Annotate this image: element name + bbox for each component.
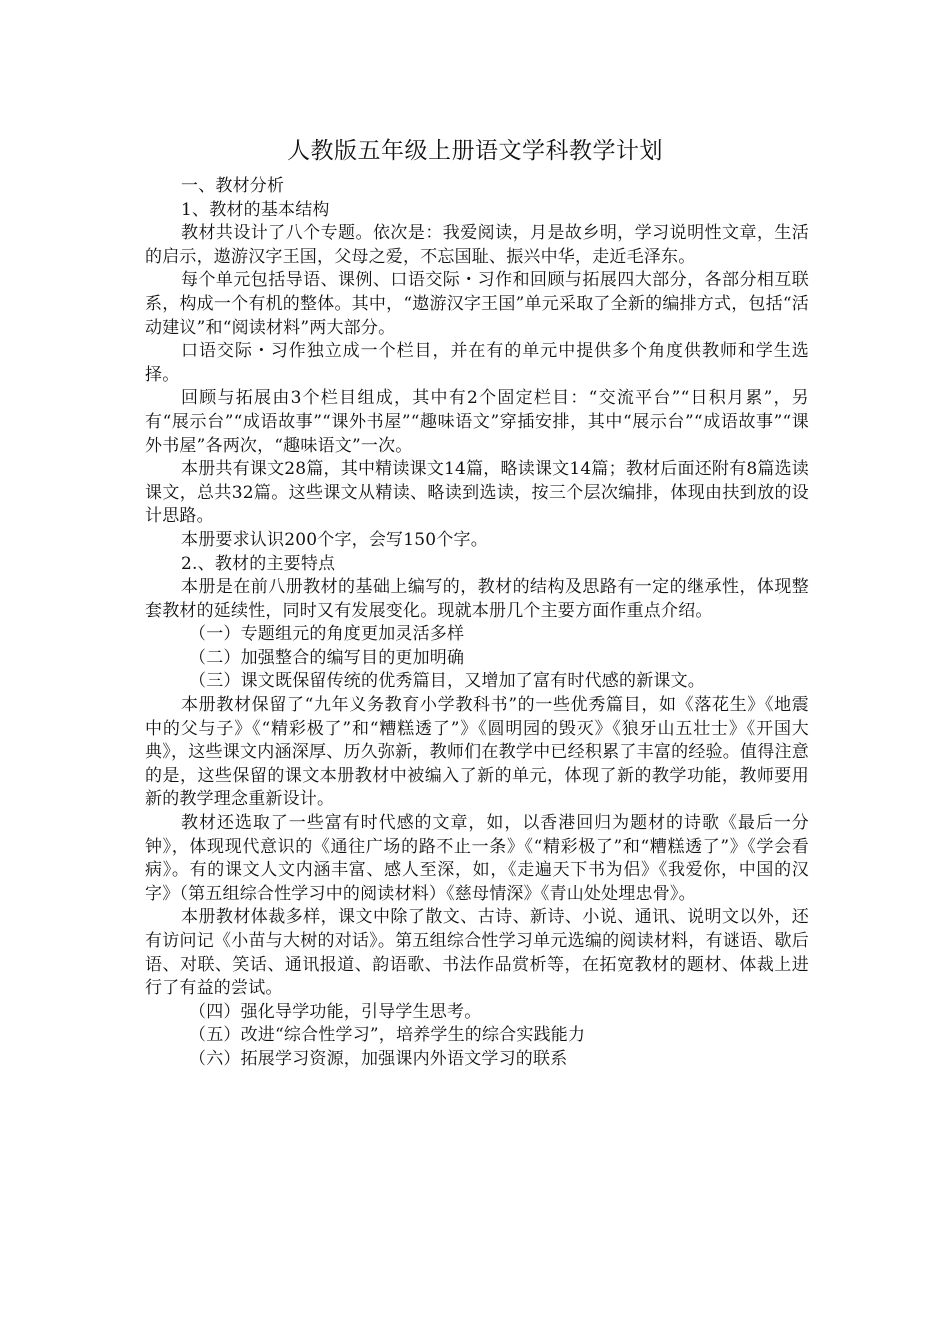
paragraph: 本册教材体裁多样，课文中除了散文、古诗、新诗、小说、通讯、说明文以外，还有访问记《小苗与大树的对话》。第五组综合性学习单元选编的阅读材料，有谜语、歇后语、对联、笑话、通讯报道、韵语歌、书法作品赏析等，在拓宽教材的题材、体裁上进行了有益的尝试。 [145,907,809,999]
list-item: （五）改进“综合性学习”，培养学生的综合实践能力 [189,1025,586,1046]
paragraph: 每个单元包括导语、课例、口语交际・习作和回顾与拓展四大部分，各部分相互联系，构成一个有机的整体。其中，“遨游汉字王国”单元采取了全新的编排方式，包括“活动建议”和“阅读材料”两大部分。 [145,270,809,338]
paragraph: 本册共有课文28篇，其中精读课文14篇，略读课文14篇；教材后面还附有8篇选读课文，总共32篇。这些课文从精读、略读到选读，按三个层次编排，体现由扶到放的设计思路。 [145,459,809,527]
subsection-heading: 1、教材的基本结构 [181,199,330,220]
subsection-heading: 2.、教材的主要特点 [181,553,336,574]
list-item: （二）加强整合的编写目的更加明确 [189,647,465,668]
list-item: （四）强化导学功能，引导学生思考。 [189,1001,482,1022]
list-item: （三）课文既保留传统的优秀篇目，又增加了富有时代感的新课文。 [189,671,705,692]
paragraph: 回顾与拓展由3个栏目组成，其中有2个固定栏目：“交流平台”“日积月累”，另有“展示台”“成语故事”“课外书屋”“趣味语文”穿插安排，其中“展示台”“成语故事”“课外书屋”各两次，“趣味语文”一次。 [145,388,809,456]
paragraph: 本册教材保留了“九年义务教育小学教科书”的一些优秀篇目，如《落花生》《地震中的父与子》《“精彩极了”和“糟糕透了”》《圆明园的毁灭》《狼牙山五壮士》《开国大典》，这些课文内涵深厚、历久弥新，教师们在教学中已经积累了丰富的经验。值得注意的是，这些保留的课文本册教材中被编入了新的单元，体现了新的教学功能，教师要用新的教学理念重新设计。 [145,695,809,810]
paragraph: 本册要求认识200个字，会写150个字。 [181,529,488,550]
paragraph: 口语交际・习作独立成一个栏目，并在有的单元中提供多个角度供教师和学生选择。 [145,341,809,385]
paragraph: 教材还选取了一些富有时代感的文章，如，以香港回归为题材的诗歌《最后一分钟》，体现现代意识的《通往广场的路不止一条》《“精彩极了”和“糟糕透了”》《学会看病》。有的课文人文内涵丰富、感人至深，如，《走遍天下书为侣》《我爱你，中国的汉字》（第五组综合性学习中的阅读材料）《慈母情深》《青山处处埋忠骨》。 [145,813,809,904]
paragraph: 本册是在前八册教材的基础上编写的，教材的结构及思路有一定的继承性，体现整套教材的延续性，同时又有发展变化。现就本册几个主要方面作重点介绍。 [145,577,809,621]
paragraph: 教材共设计了八个专题。依次是：我爱阅读，月是故乡明，学习说明性文章，生活的启示，遨游汉字王国，父母之爱，不忘国耻、振兴中华，走近毛泽东。 [145,223,809,267]
list-item: （一）专题组元的角度更加灵活多样 [189,624,465,645]
document-title: 人教版五年级上册语文学科教学计划 [287,138,663,164]
section-heading: 一、教材分析 [181,176,285,196]
list-item: （六）拓展学习资源，加强课内外语文学习的联系 [189,1048,568,1069]
document-body [145,175,809,1072]
